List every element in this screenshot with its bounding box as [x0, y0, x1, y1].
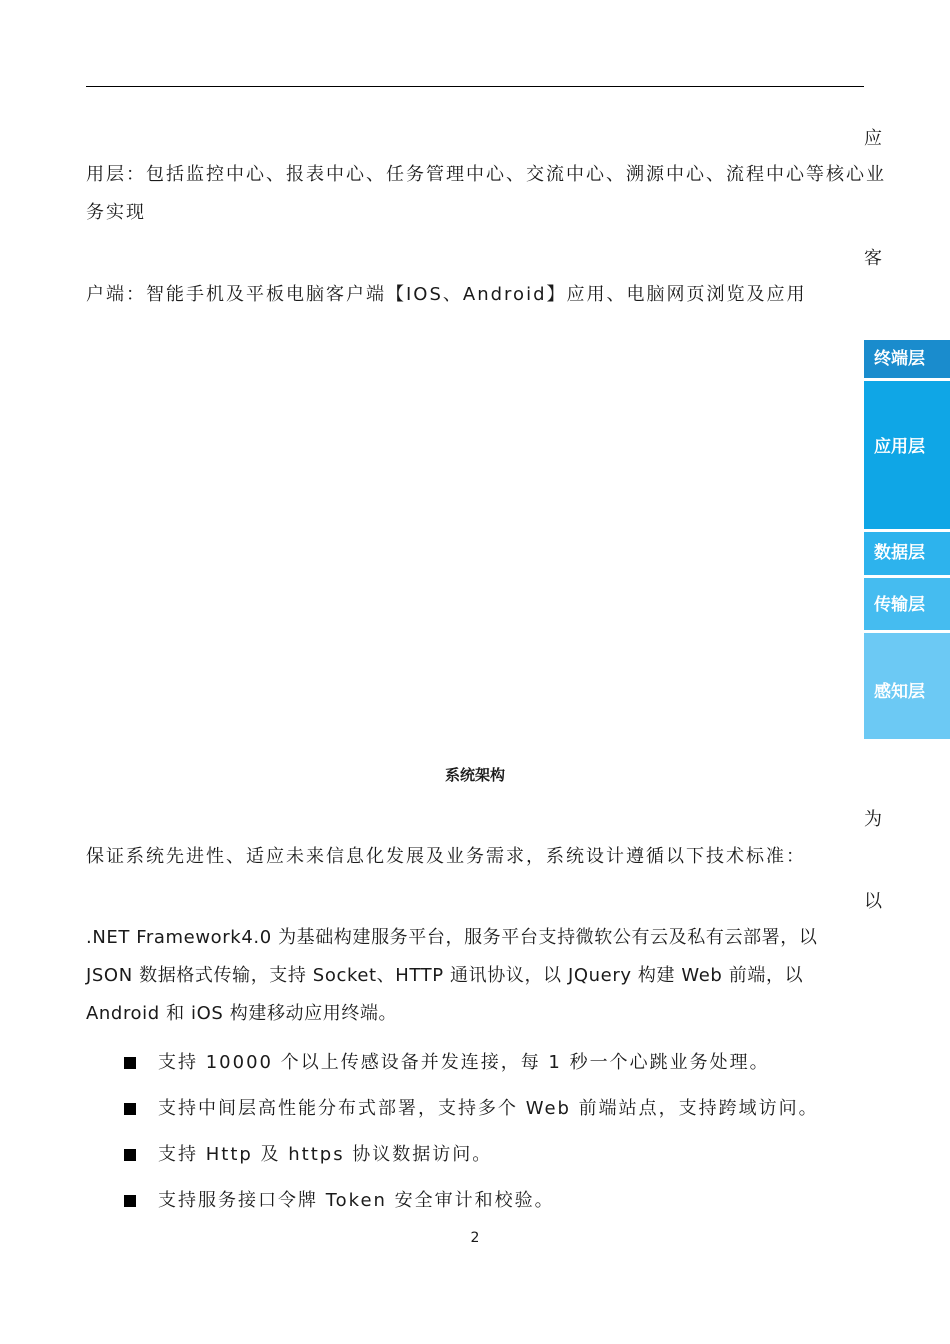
list-item-text: 支持 10000 个以上传感设备并发连接，每 1 秒一个心跳业务处理。: [158, 1052, 770, 1073]
list-item: [124, 1086, 819, 1132]
list-item-text: 支持 Http 及 https 协议数据访问。: [158, 1144, 493, 1165]
paragraph-1-line-2: 务实现: [86, 202, 146, 223]
paragraph-2-edge-char: 客: [864, 248, 882, 269]
square-bullet-icon: [124, 1195, 136, 1207]
paragraph-4-edge-char: 以: [864, 891, 882, 912]
paragraph-4-line-2: JSON 数据格式传输，支持 Socket、HTTP 通讯协议，以 JQuery 构建 Web 前端，以: [86, 965, 804, 986]
square-bullet-icon: [124, 1149, 136, 1161]
list-item: [124, 1178, 819, 1224]
feature-list: [124, 1040, 819, 1224]
page-number: 2: [470, 1230, 480, 1246]
header-rule: [86, 86, 864, 87]
layer-application: 应用层: [864, 381, 950, 529]
layer-transport: 传输层: [864, 578, 950, 630]
layer-data: 数据层: [864, 532, 950, 575]
paragraph-4-line-3: Android 和 iOS 构建移动应用终端。: [86, 1003, 398, 1024]
paragraph-3-edge-char: 为: [864, 809, 882, 830]
figure-caption: 系统架构: [444, 766, 505, 784]
list-item: [124, 1132, 819, 1178]
square-bullet-icon: [124, 1103, 136, 1115]
paragraph-1-edge-char: 应: [864, 128, 882, 149]
paragraph-2-line-1: 户端：智能手机及平板电脑客户端【IOS、Android】应用、电脑网页浏览及应用: [86, 284, 807, 305]
list-item: [124, 1040, 819, 1086]
paragraph-1-line-1: 用层：包括监控中心、报表中心、任务管理中心、交流中心、溯源中心、流程中心等核心业: [86, 164, 886, 185]
square-bullet-icon: [124, 1057, 136, 1069]
layer-perception: 感知层: [864, 633, 950, 739]
list-item-text: 支持中间层高性能分布式部署，支持多个 Web 前端站点，支持跨域访问。: [158, 1098, 819, 1119]
list-item-text: 支持服务接口令牌 Token 安全审计和校验。: [158, 1190, 555, 1211]
layer-terminal: 终端层: [864, 340, 950, 378]
paragraph-3-line-1: 保证系统先进性、适应未来信息化发展及业务需求，系统设计遵循以下技术标准：: [86, 846, 806, 867]
paragraph-4-line-1: .NET Framework4.0 为基础构建服务平台，服务平台支持微软公有云及私有云部署，以: [86, 927, 818, 948]
